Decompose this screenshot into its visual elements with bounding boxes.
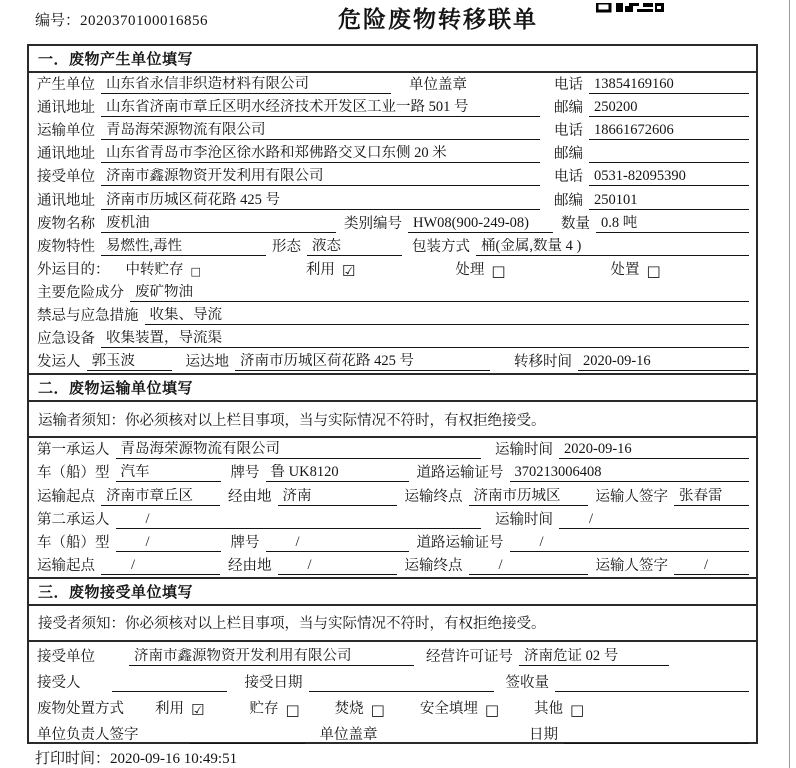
- field-value: 废矿物油: [130, 284, 749, 302]
- field-value: [112, 674, 227, 692]
- row-emergency-measures: [29, 304, 756, 327]
- field-label: 牌号: [230, 465, 260, 482]
- row-route-2: [29, 554, 756, 577]
- field-value: 济南: [278, 488, 397, 506]
- field-value: 济南市鑫源物资开发利用有限公司: [101, 168, 540, 186]
- row-receiver-unit: [29, 165, 756, 188]
- doc-number-value: 2020370100016856: [80, 13, 209, 29]
- checkbox-label: 中转贮存: [125, 261, 184, 278]
- row-producer-address: [29, 96, 756, 119]
- checkbox-option-dispose: [611, 262, 661, 279]
- field-value: 山东省青岛市李沧区徐水路和郑佛路交叉口东侧 20 米: [101, 145, 540, 163]
- field-label: 转移时间: [514, 354, 572, 371]
- field-value: 370213006408: [510, 464, 750, 482]
- checkbox-label: 安全填埋: [419, 700, 478, 717]
- field-label: 日期: [529, 726, 558, 743]
- field-label: 形态: [272, 238, 301, 255]
- row-transfer-purpose: [29, 258, 756, 281]
- row-responsible-sign: [29, 720, 756, 746]
- checkbox-checked-icon: ☑: [191, 700, 205, 719]
- field-value: 废机油: [101, 215, 336, 233]
- field-value: 汽车: [116, 464, 221, 482]
- field-value: /: [559, 511, 749, 529]
- row-second-carrier: [29, 508, 756, 531]
- field-label: 邮编: [554, 146, 583, 163]
- doc-number-label: 编号：: [35, 13, 81, 29]
- section3-notice: 接受者须知：你必须核对以上栏目事项，当与实际情况不符时，有权拒绝接受。: [29, 606, 756, 642]
- section2-notice: 运输者须知：你必须核对以上栏目事项，当与实际情况不符时，有权拒绝接受。: [29, 402, 756, 438]
- field-label: 接受日期: [244, 674, 303, 691]
- checkbox-label: 贮存: [249, 700, 279, 717]
- checkbox-option-utilize: [306, 262, 355, 279]
- field-label: 经由地: [228, 557, 272, 574]
- print-time: [35, 747, 237, 768]
- field-label: 牌号: [230, 534, 260, 551]
- field-value: 青岛海荣源物流有限公司: [101, 122, 540, 140]
- manifest-form: [27, 44, 758, 744]
- checkbox-unchecked-icon: □: [491, 261, 506, 280]
- field-label: 车（船）型: [37, 534, 110, 551]
- field-value: /: [469, 557, 588, 575]
- field-label: 签收量: [505, 674, 549, 691]
- field-value: 鲁 UK8120: [266, 464, 409, 482]
- field-label: 主要危险成分: [37, 284, 124, 301]
- row-receiver-address: [29, 188, 756, 211]
- field-value: 2020-09-16: [578, 353, 749, 371]
- qr-code-icon: [596, 0, 666, 18]
- field-label: 数量: [561, 215, 590, 232]
- unit-stamp-label: 单位盖章: [319, 726, 378, 743]
- field-label: 外运目的：: [37, 261, 110, 278]
- field-label: 道路运输证号: [416, 465, 504, 482]
- checkbox-unchecked-icon: □: [484, 700, 500, 719]
- field-label: 运输人签字: [595, 488, 668, 505]
- row-accept-person: [29, 668, 756, 694]
- field-label: 电话: [554, 123, 583, 140]
- checkbox-option-other: [534, 701, 584, 718]
- section1-header: 一．废物产生单位填写: [29, 46, 756, 73]
- field-value: /: [266, 534, 409, 552]
- field-value: 济南危证 02 号: [519, 648, 669, 666]
- field-label: 通讯地址: [37, 192, 95, 209]
- field-label: 接受单位: [37, 169, 95, 186]
- row-main-hazard: [29, 281, 756, 304]
- field-value: 山东省永信非织造材料有限公司: [101, 76, 391, 94]
- page-title: 危险废物转移联单: [338, 6, 538, 32]
- row-vehicle-1: [29, 461, 756, 484]
- field-label: 单位负责人签字: [37, 726, 139, 743]
- field-label: 接受单位: [37, 648, 95, 665]
- row-disposal-method: [29, 694, 756, 720]
- row-vehicle-2: [29, 531, 756, 554]
- field-label: 废物名称: [37, 215, 95, 232]
- row-accept-unit: [29, 642, 756, 668]
- checkbox-label: 焚烧: [334, 700, 364, 717]
- checkbox-option-landfill: [420, 701, 499, 718]
- row-waste-character: [29, 235, 756, 258]
- field-value: [589, 145, 749, 163]
- checkbox-label: 处置: [610, 261, 640, 278]
- checkbox-unchecked-icon: □: [370, 700, 385, 719]
- checkbox-label: 其他: [534, 700, 564, 717]
- row-first-carrier: [29, 438, 756, 461]
- field-label: 类别编号: [344, 215, 402, 232]
- field-value: 收集装置，导流渠: [101, 330, 749, 348]
- checkbox-checked-icon: ☑: [341, 261, 356, 280]
- section2-header: 二．废物运输单位填写: [29, 373, 756, 402]
- field-label: 废物特性: [37, 238, 95, 255]
- checkbox-unchecked-icon: □: [190, 264, 201, 278]
- field-value: 济南市历城区: [469, 488, 588, 506]
- field-label: 电话: [554, 169, 583, 186]
- field-label: 应急设备: [37, 331, 95, 348]
- field-value: 18661672606: [589, 122, 749, 140]
- field-value: 250200: [589, 99, 749, 117]
- field-label: 运输起点: [37, 488, 95, 505]
- field-label: 通讯地址: [37, 146, 95, 163]
- field-label: 道路运输证号: [416, 534, 504, 551]
- field-value: 易燃性,毒性: [101, 238, 266, 256]
- field-label: 接受人: [37, 674, 81, 691]
- checkbox-option-storage: [249, 701, 299, 718]
- checkbox-label: 利用: [305, 261, 335, 278]
- field-value: /: [278, 557, 397, 575]
- field-value: 济南市历城区荷花路 425 号: [235, 353, 490, 371]
- field-value: 250101: [589, 192, 749, 210]
- field-value: 张春雷: [674, 488, 749, 506]
- field-label: 运输单位: [37, 123, 95, 140]
- field-value: 液态: [307, 238, 402, 256]
- field-label: 第二承运人: [37, 511, 110, 528]
- field-label: 通讯地址: [37, 100, 95, 117]
- field-label: 经营许可证号: [426, 648, 513, 665]
- field-label: 产生单位: [37, 77, 95, 94]
- row-waste-name: [29, 212, 756, 235]
- checkbox-unchecked-icon: □: [285, 700, 300, 719]
- field-label: 第一承运人: [37, 442, 110, 459]
- field-label: 包装方式: [412, 238, 470, 255]
- row-transport-unit: [29, 119, 756, 142]
- field-value: 0.8 吨: [596, 215, 749, 233]
- row-emergency-equipment: [29, 327, 756, 350]
- checkbox-unchecked-icon: □: [646, 261, 661, 280]
- field-value: 0531-82095390: [589, 168, 749, 186]
- checkbox-option-treat: [455, 262, 505, 279]
- field-label: 运输终点: [404, 557, 463, 574]
- field-label: 经由地: [228, 488, 272, 505]
- field-value: /: [674, 557, 749, 575]
- field-value: /: [116, 534, 221, 552]
- field-label: 邮编: [554, 100, 583, 117]
- row-route-1: [29, 484, 756, 507]
- field-label: 运输时间: [495, 511, 553, 528]
- field-label: 运输人签字: [595, 557, 668, 574]
- field-value: [309, 674, 494, 692]
- field-value: 13854169160: [589, 76, 749, 94]
- field-value: 济南市章丘区: [101, 488, 220, 506]
- field-value: 济南市历城区荷花路 425 号: [101, 192, 540, 210]
- row-dispatcher: [29, 350, 756, 373]
- checkbox-option-incinerate: [335, 701, 385, 718]
- print-time-label: 打印时间：: [35, 751, 111, 767]
- field-value: HW08(900-249-08): [408, 215, 553, 233]
- field-label: 运输终点: [404, 488, 463, 505]
- field-value: 2020-09-16: [559, 441, 749, 459]
- field-value: /: [116, 511, 482, 529]
- checkbox-option-utilize: [155, 701, 204, 718]
- print-time-value: 2020-09-16 10:49:51: [110, 751, 238, 767]
- checkbox-label: 处理: [455, 261, 485, 278]
- field-label: 车（船）型: [37, 465, 110, 482]
- checkbox-label: 利用: [155, 700, 184, 717]
- checkbox-option-transit-storage: [126, 262, 201, 279]
- field-label: 邮编: [554, 192, 583, 209]
- field-value: [190, 726, 305, 744]
- field-value: 收集、导流: [145, 307, 750, 325]
- field-value: /: [101, 557, 220, 575]
- row-producer-unit: [29, 73, 756, 96]
- field-label: 电话: [554, 77, 583, 94]
- field-label: 运达地: [185, 354, 229, 371]
- field-label: 禁忌与应急措施: [37, 308, 139, 325]
- field-value: [564, 726, 749, 744]
- field-label: 运输时间: [495, 442, 553, 459]
- page-edge-line: [789, 0, 790, 768]
- checkbox-unchecked-icon: □: [570, 700, 585, 719]
- field-value: 青岛海荣源物流有限公司: [116, 441, 482, 459]
- field-value: 郭玉波: [87, 353, 172, 371]
- section3-header: 三．废物接受单位填写: [29, 577, 756, 606]
- row-transport-address: [29, 142, 756, 165]
- field-value: 山东省济南市章丘区明水经济技术开发区工业一路 501 号: [101, 99, 540, 117]
- field-value: [555, 674, 749, 692]
- field-label: 运输起点: [37, 557, 95, 574]
- unit-stamp-label: 单位盖章: [409, 77, 467, 94]
- field-value: /: [510, 534, 750, 552]
- field-label: 废物处置方式: [37, 700, 124, 717]
- field-value: 桶(金属,数量 4 ): [476, 238, 749, 256]
- field-label: 发运人: [37, 354, 81, 371]
- field-value: 济南市鑫源物资开发利用有限公司: [129, 648, 414, 666]
